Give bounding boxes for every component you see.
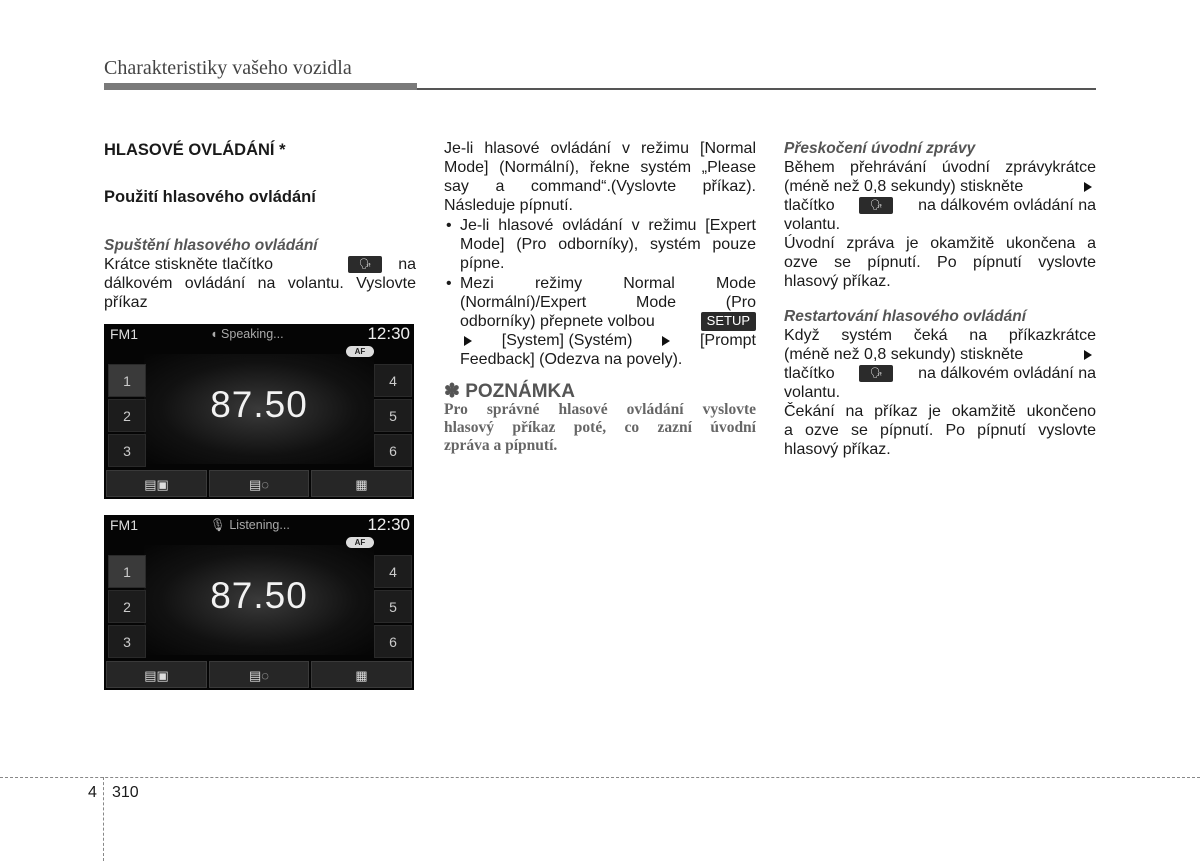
paragraph-line: ozve se pípnutí. Po pípnutí vyslovte: [784, 254, 1096, 271]
page-header-title: Charakteristiky vašeho vozidla: [104, 57, 352, 79]
text-span: tlačítko: [784, 197, 835, 214]
voice-button-icon: 🗣: [859, 197, 893, 214]
voice-status: [210, 518, 290, 533]
radio-screen-speaking: [104, 324, 414, 499]
paragraph-line: (Normální)/Expert Mode (Pro: [460, 294, 756, 311]
paragraph-line: • Je-li hlasové ovládání v režimu [Expert: [460, 217, 756, 234]
paragraph-line: Čekání na příkaz je okamžitě ukončeno: [784, 403, 1096, 420]
paragraph-line: Je-li hlasové ovládání v režimu [Normal: [444, 140, 756, 157]
preset-button-6[interactable]: 6: [374, 434, 412, 467]
paragraph-line: volantu.: [784, 384, 841, 401]
footer-dashed-rule: [0, 777, 1200, 778]
voice-status: [210, 327, 284, 341]
note-heading: ✽ POZNÁMKA: [444, 381, 575, 402]
preset-button-3[interactable]: 3: [108, 625, 146, 658]
subsection-heading: Použití hlasového ovládání: [104, 188, 316, 206]
paragraph-line: příkaz: [104, 294, 148, 311]
voice-button-icon: 🗣: [859, 365, 893, 382]
status-text: Speaking...: [221, 327, 284, 341]
paragraph-line: hlasový příkaz.: [784, 273, 891, 290]
header-rule-thick: [104, 83, 417, 90]
screen-status-bar: [104, 324, 414, 344]
text-span: na dálkovém ovládání na: [918, 197, 1096, 214]
bullet-item: [444, 216, 756, 273]
preset-button-1[interactable]: 1: [108, 364, 146, 397]
arrow-right-icon: [1084, 182, 1092, 192]
column-1: [104, 141, 416, 312]
paragraph-line: Následuje pípnutí.: [444, 197, 573, 214]
paragraph-line: hlasový příkaz.: [784, 441, 891, 458]
clock: 12:30: [367, 324, 410, 343]
radio-list-icon[interactable]: ▤▣: [106, 661, 207, 688]
paragraph-line: Feedback] (Odezva na povely).: [460, 351, 683, 368]
text-span: [Prompt: [699, 332, 756, 349]
text-span: [System] (Systém): [501, 332, 633, 349]
preset-button-3[interactable]: 3: [108, 434, 146, 467]
paragraph-line: Úvodní zpráva je okamžitě ukončena a: [784, 235, 1096, 252]
radio-scan-icon[interactable]: ▤◌: [209, 470, 309, 497]
paragraph-line: [784, 345, 1096, 364]
paragraph-line: dálkovém ovládání na volantu. Vyslovte: [104, 275, 416, 292]
text-span: odborníky) přepnete volbou: [460, 313, 655, 330]
column-3: [784, 139, 1096, 459]
status-text: Listening...: [229, 518, 290, 532]
paragraph-line: say a command“.(Vyslovte příkaz).: [444, 178, 756, 195]
band-label: FM1: [110, 517, 138, 533]
paragraph-line: Mode] (Pro odborníky), systém pouze: [460, 236, 756, 253]
section-heading: HLASOVÉ OVLÁDÁNÍ *: [104, 141, 286, 159]
page-number: 310: [112, 784, 139, 801]
paragraph-line: [784, 364, 1096, 383]
preset-button-5[interactable]: 5: [374, 399, 412, 432]
arrow-right-icon: [662, 336, 670, 346]
voice-button-icon: 🗣: [348, 256, 382, 273]
preset-button-5[interactable]: 5: [374, 590, 412, 623]
paragraph-line: Během přehrávání úvodní zprávykrátce: [784, 159, 1096, 176]
screen-status-bar: [104, 515, 414, 535]
radio-list-icon[interactable]: ▤▣: [106, 470, 207, 497]
note-line: hlasový příkaz poté, co zazní úvodní: [444, 419, 756, 436]
paragraph-line: a ozve se pípnutí. Po pípnutí vyslovte: [784, 422, 1096, 439]
soft-key-bar: [104, 661, 414, 690]
preset-button-1[interactable]: 1: [108, 555, 146, 588]
speaking-icon: ◖: [210, 327, 222, 341]
italic-heading: Restartování hlasového ovládání: [784, 308, 1027, 325]
band-label: FM1: [110, 326, 138, 342]
setup-button-label: SETUP: [701, 312, 756, 331]
text-span: (méně než 0,8 sekundy) stiskněte: [784, 178, 1024, 195]
paragraph-line: volantu.: [784, 216, 841, 233]
preset-button-6[interactable]: 6: [374, 625, 412, 658]
bullet-item: [444, 274, 756, 369]
preset-button-4[interactable]: 4: [374, 555, 412, 588]
frequency-display: 87.50: [210, 384, 308, 425]
arrow-right-icon: [1084, 350, 1092, 360]
note-line: Pro správné hlasové ovládání vyslovte: [444, 401, 756, 418]
preset-button-2[interactable]: 2: [108, 399, 146, 432]
note-line: zpráva a pípnutí.: [444, 437, 558, 454]
footer-vertical-dashed-rule: [103, 777, 104, 861]
text-span: na dálkovém ovládání na: [918, 365, 1096, 382]
radio-scan-icon[interactable]: ▤◌: [209, 661, 309, 688]
text-span: Krátce stiskněte tlačítko: [104, 256, 273, 273]
soft-key-bar: [104, 470, 414, 499]
header-rule-thin: [417, 88, 1096, 90]
arrow-right-icon: [464, 336, 472, 346]
af-badge: AF: [346, 346, 374, 357]
paragraph-line: [104, 255, 416, 274]
frequency-display: 87.50: [210, 575, 308, 616]
paragraph-line: [784, 177, 1096, 196]
clock: 12:30: [367, 515, 410, 534]
paragraph-line: Mode] (Normální), řekne systém „Please: [444, 159, 756, 176]
paragraph-line: [460, 331, 756, 350]
text-span: (méně než 0,8 sekundy) stiskněte: [784, 346, 1024, 363]
af-badge: AF: [346, 537, 374, 548]
menu-grid-icon[interactable]: ▦: [311, 470, 412, 497]
paragraph-line: • Mezi režimy Normal Mode: [460, 275, 756, 292]
column-2: [444, 139, 756, 455]
italic-heading: Přeskočení úvodní zprávy: [784, 140, 976, 157]
chapter-number: 4: [88, 784, 97, 801]
paragraph-line: pípne.: [460, 255, 505, 272]
paragraph-line: Když systém čeká na příkazkrátce: [784, 327, 1096, 344]
preset-button-2[interactable]: 2: [108, 590, 146, 623]
paragraph-line: [460, 312, 756, 331]
italic-heading: Spuštění hlasového ovládání: [104, 237, 318, 254]
preset-button-4[interactable]: 4: [374, 364, 412, 397]
text-span: na: [398, 256, 416, 273]
menu-grid-icon[interactable]: ▦: [311, 661, 412, 688]
text-span: tlačítko: [784, 365, 835, 382]
radio-screen-listening: [104, 515, 414, 690]
microphone-icon: 🎙: [210, 518, 230, 532]
paragraph-line: [784, 196, 1096, 215]
